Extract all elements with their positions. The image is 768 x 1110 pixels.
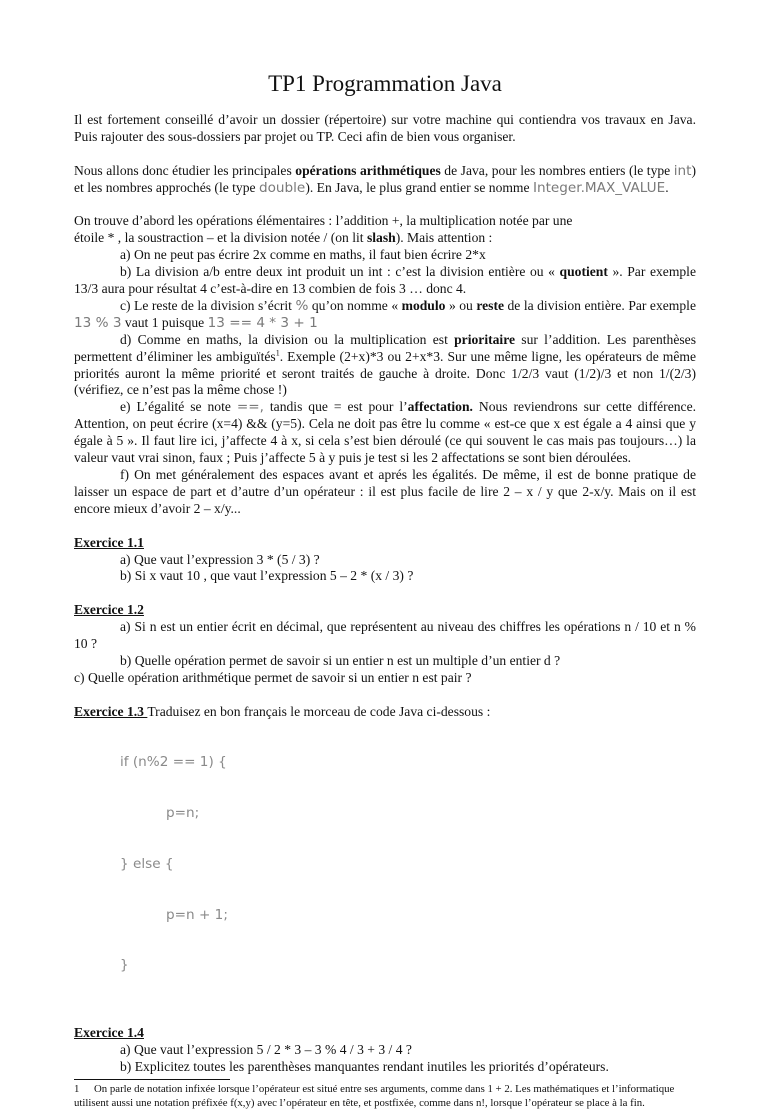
- code-int: int: [673, 162, 692, 179]
- exercise-1-2-title: Exercice 1.2: [74, 602, 144, 618]
- code-line: if (n%2 == 1) {: [120, 754, 227, 771]
- code-line: p=n;: [166, 805, 200, 822]
- exercise-1-1-title: Exercice 1.1: [74, 534, 144, 550]
- footnote-text: On parle de notation infixée lorsque l’opérateur est situé entre ses arguments, comme dans 1 + 2. Les mathématiques et l’informatique utilisent aussi une notation préfixée f(x,y) avec l’opérateur en tête, et postfixée, comme dans n!, lorsque l’opérateur se place à la fin.: [74, 1082, 675, 1109]
- footnote-ref[interactable]: 1: [275, 348, 280, 358]
- exercise-1-2-b: b) Quelle opération permet de savoir si un entier n est un multiple d’un entier d ?: [120, 652, 561, 668]
- code-line: p=n + 1;: [166, 906, 228, 923]
- footnote-number: 1: [74, 1082, 80, 1095]
- document-page: [74, 62, 696, 1110]
- exercise-1-3-title: Exercice 1.3 Traduisez en bon français le morceau de code Java ci-dessous :: [74, 703, 491, 719]
- exercise-1-1-b: b) Si x vaut 10 , que vaut l’expression 5 – 2 * (x / 3) ?: [120, 568, 414, 584]
- exercise-1-4-b: b) Explicitez toutes les parenthèses manquantes rendant inutiles les priorités d’opérateurs.: [120, 1058, 609, 1074]
- footnote: [74, 1082, 696, 1110]
- item-f: f) On met généralement des espaces avant et aprés les égalités. De même, il est de bonne pratique de laisser un espace de part et d’autre d’un opérateur : il est plus facile de lire 2 – x / y que 2-x/y. Mais on il est encore mieux d’avoir 2 – x/y...: [74, 467, 696, 516]
- exercise-1-2-a: a) Si n est un entier écrit en décimal, que représentent au niveau des chiffres les opérations n / 10 et n % 10 ?: [74, 619, 696, 652]
- item-c: c) Le reste de la division s’écrit % qu’on nomme « modulo » ou reste de la division entière. Par exemple 13 % 3 vaut 1 puisque 13 == 4 * 3 + 1: [74, 297, 696, 331]
- code-line: }: [120, 957, 129, 974]
- java-code-block: [120, 721, 696, 1008]
- exercise-1-1-a: a) Que vaut l’expression 3 * (5 / 3) ?: [120, 551, 320, 567]
- operations-intro-paragraph: Nous allons donc étudier les principales opérations arithmétiques de Java, pour les nombres entiers (le type int) et les nombres approchés (le type double). En Java, le plus grand entier se nomme Integer.MAX_VALUE.: [74, 162, 697, 196]
- exercise-1-2-c: c) Quelle opération arithmétique permet de savoir si un entier n est pair ?: [74, 669, 472, 685]
- elementary-ops-line1: On trouve d’abord les opérations élémentaires : l’addition +, la multiplication notée par une: [74, 213, 573, 229]
- item-b: b) La division a/b entre deux int produit un int : c’est la division entière ou « quotient ». Par exemple 13/3 aura pour résultat 4 c’est-à-dire en 13 combien de fois 3 … donc 4.: [74, 264, 696, 297]
- elementary-ops-line2: étoile * , la soustraction – et la division notée / (on lit slash). Mais attention :: [74, 230, 493, 246]
- code-line: } else {: [120, 855, 174, 872]
- item-e: e) L’égalité se note ==, tandis que = est pour l’affectation. Nous reviendrons sur cette différence. Attention, on peut écrire (x=4) && (y=5). Cela ne doit pas être lu comme « est-ce que x est égale a 4 ainsi que y égale à 5 ». Il faut lire ici, j’affecte 4 à x, si cela s’est bien déroulé (ce qui souvent le cas mais pas toujours…) la valeur vaut vrai sinon, faux ; Puis j’affecte 5 à y puis je test si les 2 affectations se sont bien déroulées.: [74, 399, 696, 466]
- exercise-1-4-title: Exercice 1.4: [74, 1024, 144, 1040]
- exercise-1-4-a: a) Que vaut l’expression 5 / 2 * 3 – 3 % 4 / 3 + 3 / 4 ?: [120, 1041, 412, 1057]
- intro-paragraph: Il est fortement conseillé d’avoir un dossier (répertoire) sur votre machine qui contiendra vos travaux en Java. Puis rajouter des sous-dossiers par projet ou TP. Ceci afin de bien vous organiser.: [74, 112, 696, 144]
- code-integer-max: Integer.MAX_VALUE: [532, 179, 666, 196]
- item-d: d) Comme en maths, la division ou la multiplication est prioritaire sur l’addition. Les parenthèses permettent d’éliminer les ambiguïtés$^1$. Exemple (2+x)*3 ou 2+x*3. Sur une même ligne, les opérateurs de même priorités auront la même priorité et seront traités de gauche à droite. Donc 1/2/3 vaut (1/2)/3 et non 1/(2/3) (vérifiez, ce n’est pas la même chose !): [74, 331, 697, 398]
- item-a: a) On ne peut pas écrire 2x comme en maths, il faut bien écrire 2*x: [120, 247, 486, 263]
- footnote-separator: [74, 1079, 230, 1080]
- code-double: double: [258, 179, 306, 196]
- page-title: TP1 Programmation Java: [268, 71, 502, 96]
